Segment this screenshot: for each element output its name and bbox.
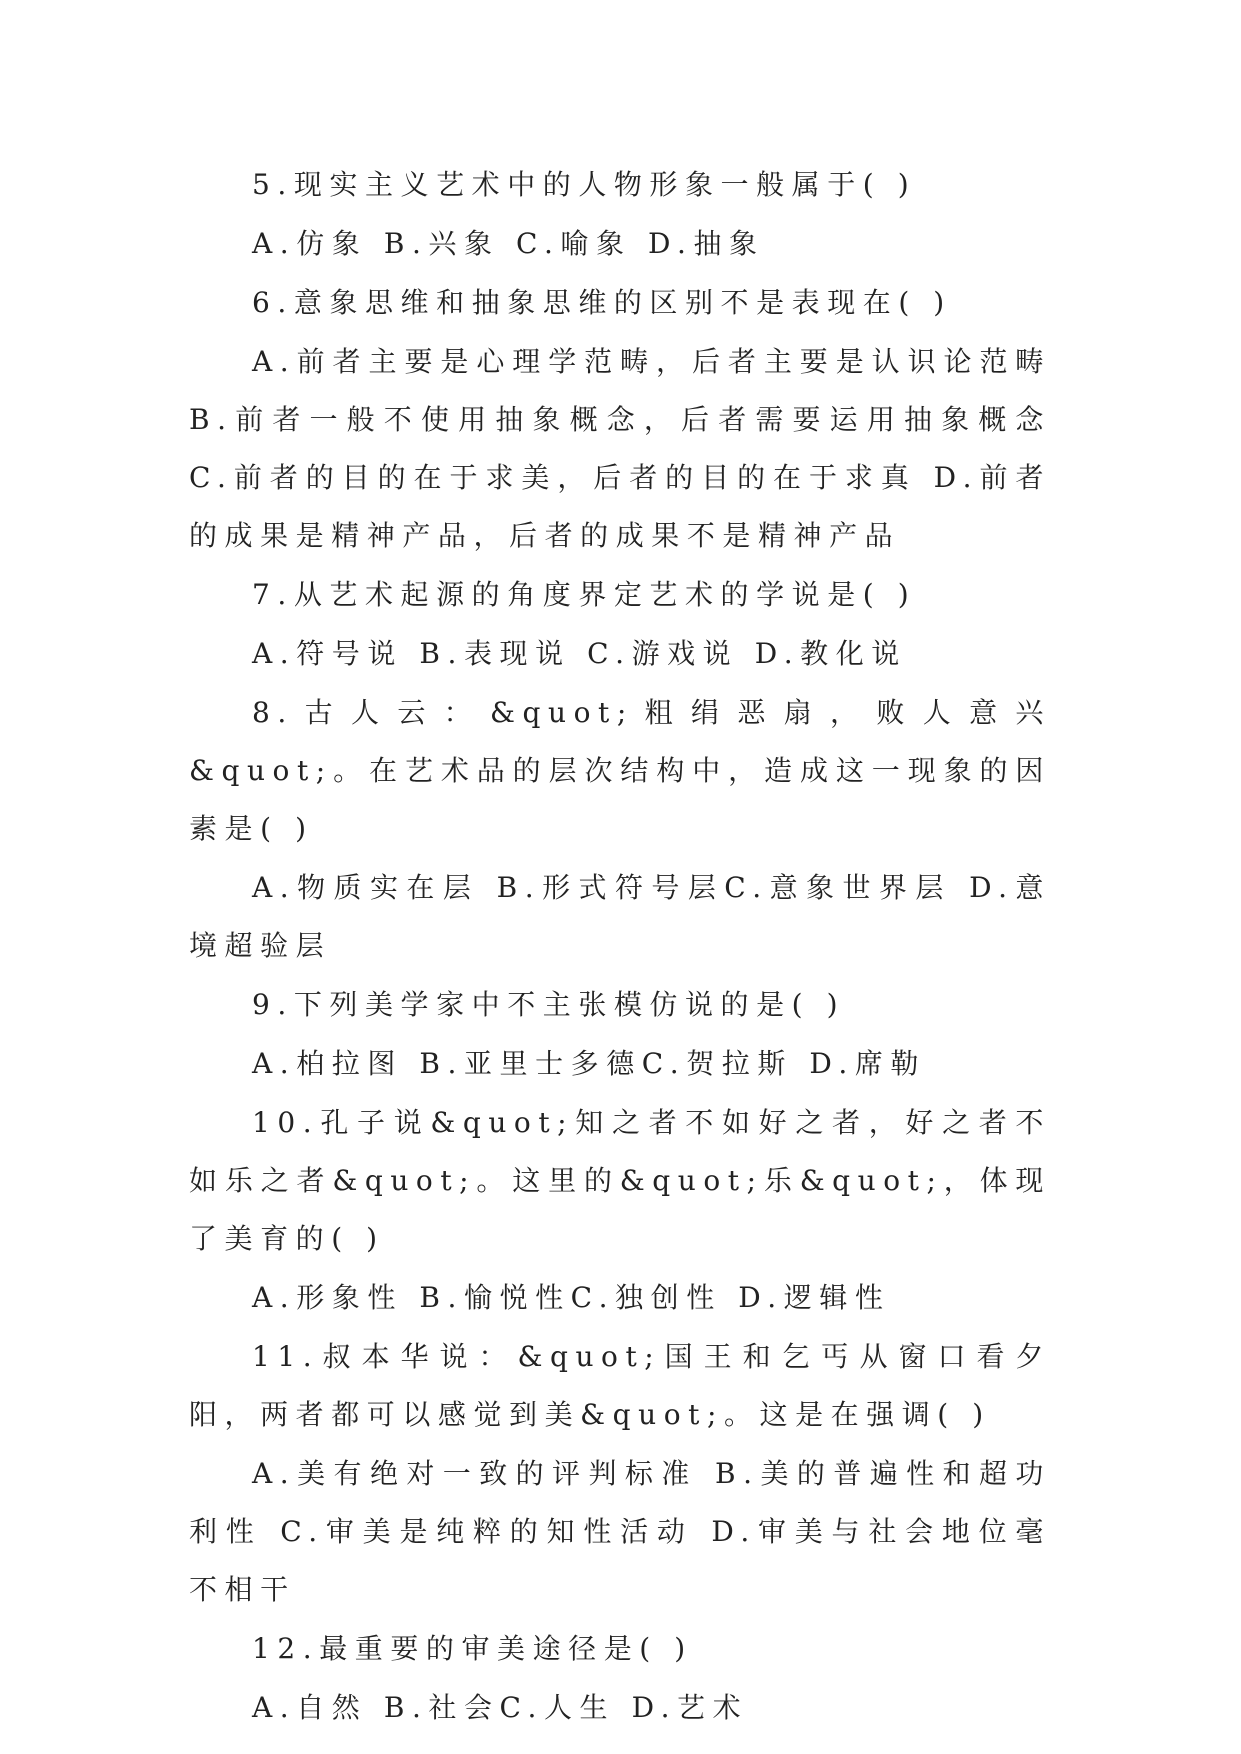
question-5-options: A.仿象 B.兴象 C.喻象 D.抽象 [252, 227, 765, 260]
question-7-options: A.符号说 B.表现说 C.游戏说 D.教化说 [252, 637, 907, 670]
question-10-options: A.形象性 B.愉悦性C.独创性 D.逻辑性 [252, 1281, 891, 1314]
question-9: 9.下列美学家中不主张模仿说的是( ) [252, 988, 846, 1021]
question-12-options: A.自然 B.社会C.人生 D.艺术 [252, 1691, 749, 1724]
question-6: 6.意象思维和抽象思维的区别不是表现在( ) [252, 286, 952, 319]
question-6-options: A.前者主要是心理学范畴，后者主要是认识论范畴 B.前者一般不使用抽象概念，后者需要运用抽象概念 C.前者的目的在于求美，后者的目的在于求真 D.前者的成果是精神产品，后者的成果不是精神产品 [189, 345, 1051, 552]
question-12: 12.最重要的审美途径是( ) [252, 1632, 693, 1665]
question-10: 10.孔子说&quot;知之者不如好之者，好之者不如乐之者&quot;。这里的&quot;乐&quot;，体现了美育的( ) [189, 1106, 1051, 1255]
document-page [189, 156, 1051, 1738]
question-9-options: A.柏拉图 B.亚里士多德C.贺拉斯 D.席勒 [252, 1047, 926, 1080]
question-5: 5.现实主义艺术中的人物形象一般属于( ) [252, 168, 917, 201]
question-8-options: A.物质实在层 B.形式符号层C.意象世界层 D.意境超验层 [189, 871, 1051, 962]
question-8: 8.古人云：&quot;粗绢恶扇，败人意兴&quot;。在艺术品的层次结构中，造成这一现象的因素是( ) [189, 696, 1051, 845]
question-11-options: A.美有绝对一致的评判标准 B.美的普遍性和超功利性 C.审美是纯粹的知性活动 D.审美与社会地位毫不相干 [189, 1457, 1051, 1606]
question-11: 11.叔本华说：&quot;国王和乞丐从窗口看夕阳，两者都可以感觉到美&quot;。这是在强调( ) [189, 1340, 1051, 1431]
question-7: 7.从艺术起源的角度界定艺术的学说是( ) [252, 578, 917, 611]
